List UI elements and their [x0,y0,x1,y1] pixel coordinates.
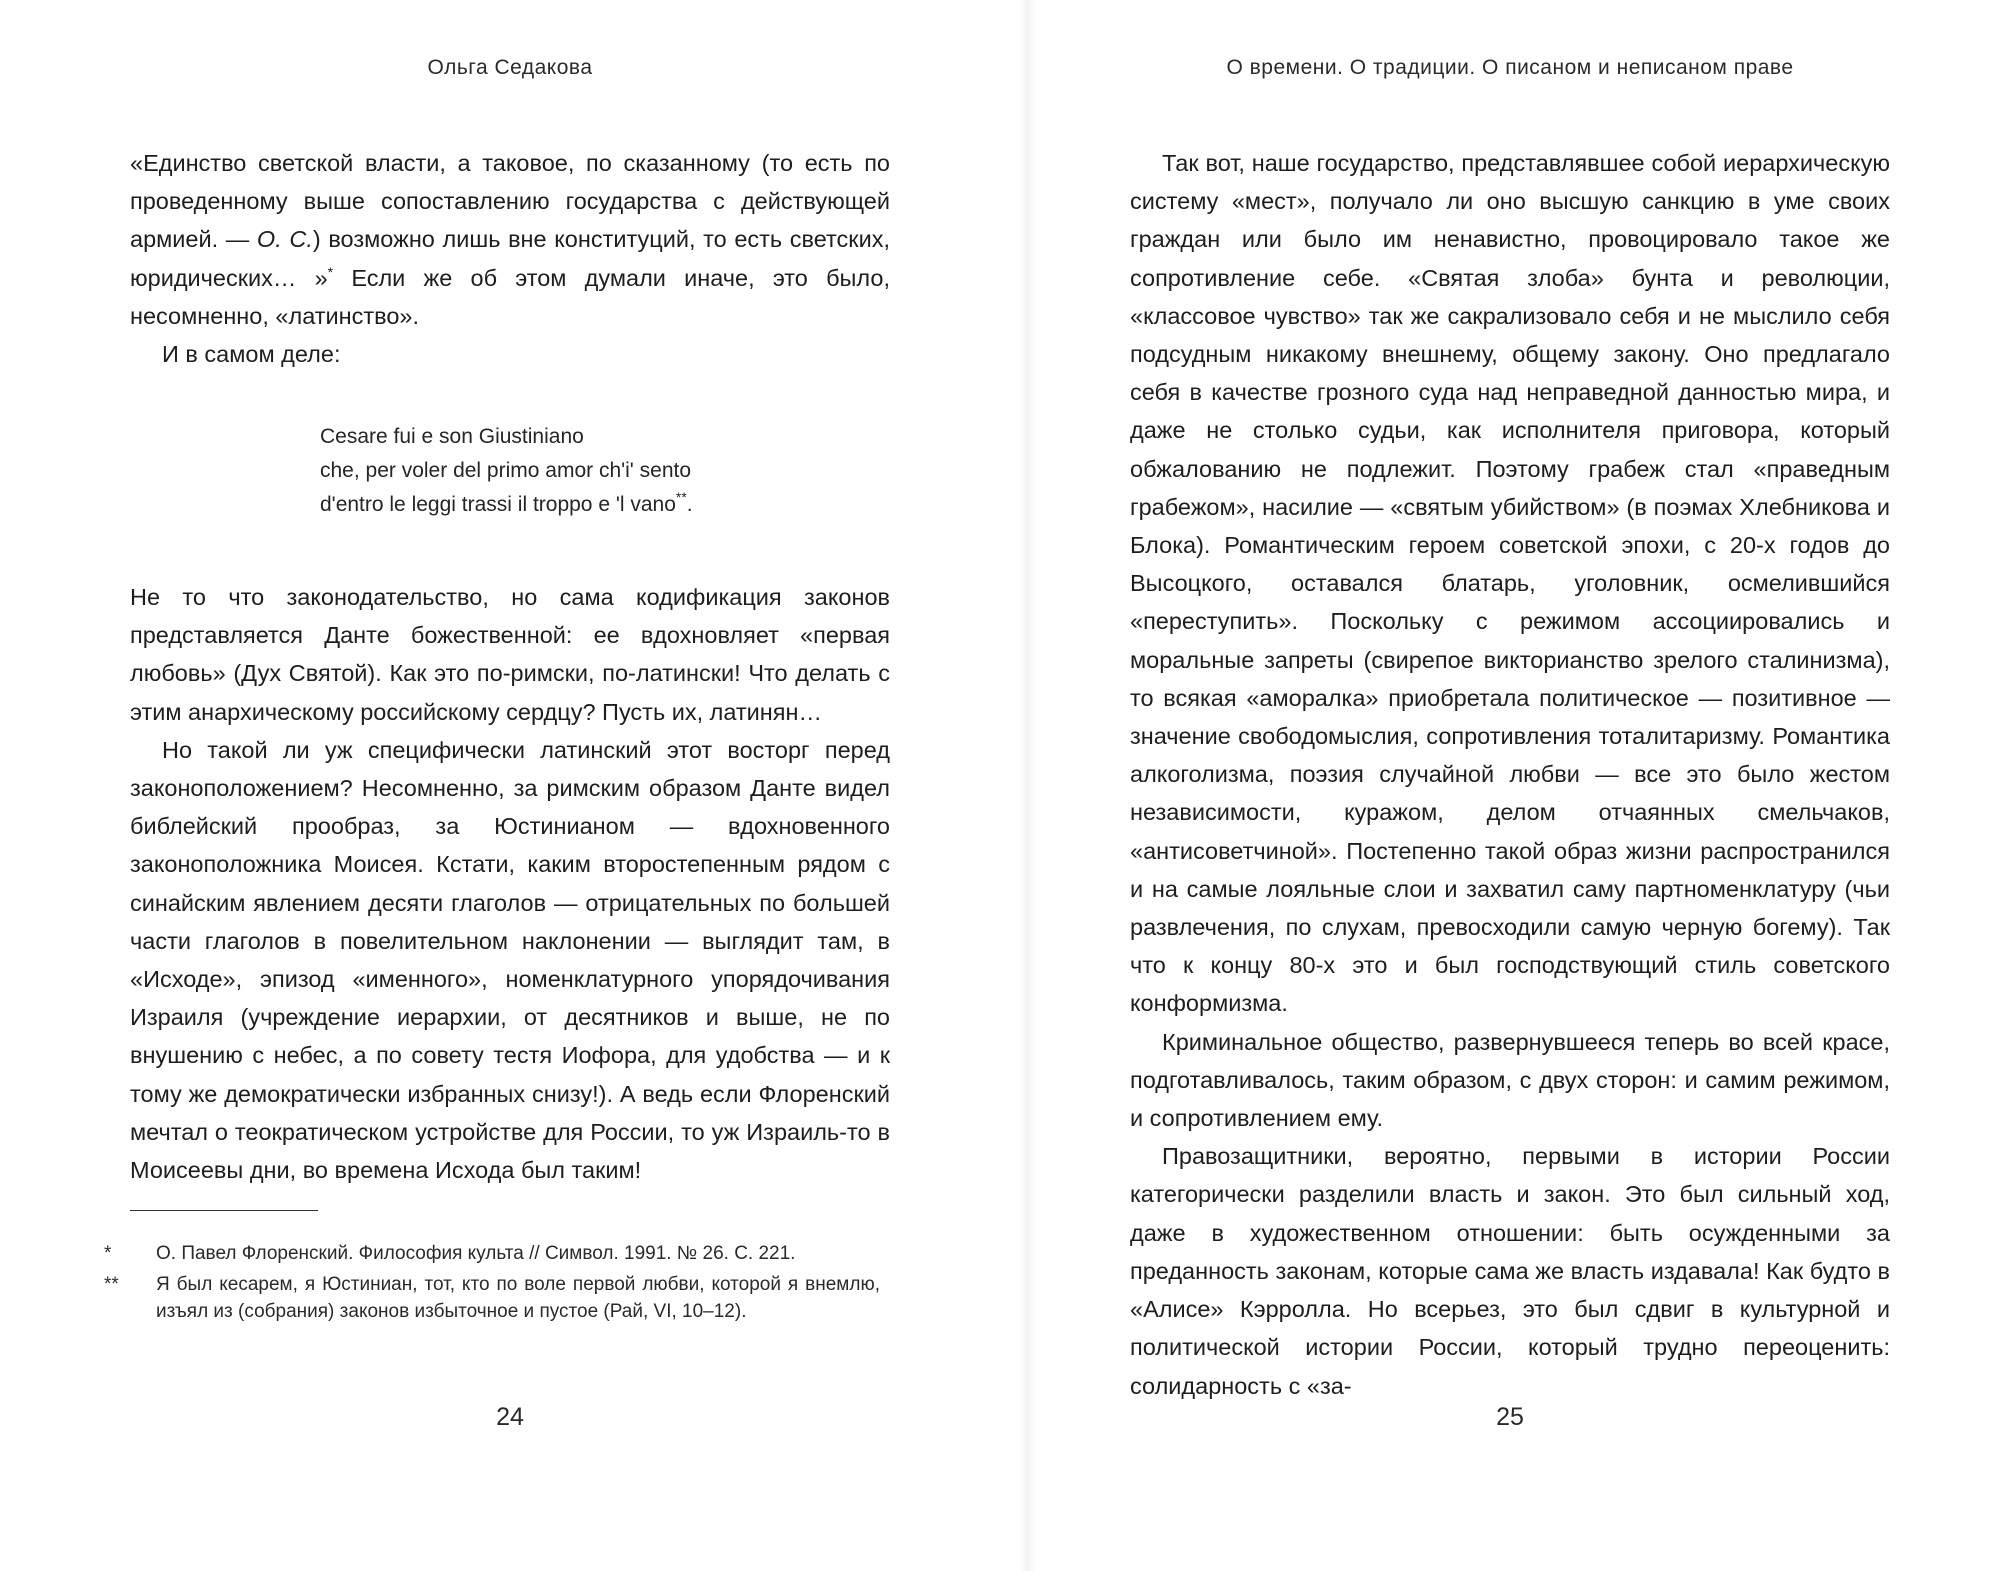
running-head-title: О времени. О традиции. О писаном и неписаном праве [1226,56,1794,79]
left-text-bottom [130,578,890,1189]
footnote-ref: * [327,263,334,280]
footnote-divider [130,1210,318,1211]
verse-quotation [320,420,860,522]
footnote-ref: ** [675,489,687,505]
right-page [1130,0,1890,1571]
footnote: ** Я был кесарем, я Юстиниан, тот, кто по воле первой любви, которой я внемлю, изъял из (собрания) законов избыточное и пустое (Рай, VI, 10–12). [104,1274,880,1322]
page-number: 25 [1496,1403,1524,1431]
paragraph-text: Так вот, наше государство, представлявшее собой иерархическую систему «мест», получало ли оно высшую санкцию в уме своих граждан или было им ненавистно, провоцировало такое же сопротивление себе. «Святая злоба» бунта и революции, «классовое чувство» так же сакрализовало себя и не мыслило себя подсудным никакому внешнему, общему закону. Оно предлагало себя в качестве грозного суда над неправедной данностью мира, и даже не столько судьи, как исполнителя приговора, который обжалованию не подлежит. Поэтому грабеж стал «праведным грабежом», насилие — «святым убийством» (в поэмах Хлебникова и Блока). Романтическим героем советской эпохи, с 20-х годов до Высоцкого, оставался блатарь, уголовник, осмелившийся «переступить». Поскольку с режимом ассоциировались и моральные запреты (свирепое викторианство зрелого сталинизма), то всякая «аморалка» приобретала политическое — позитивное — значение свободомыслия, сопротивления тоталитаризму. Романтика алкоголизма, поэзия случайной любви — все это было жестом независимости, куражом, делом отчаянных смельчаков, «антисоветчиной». Постепенно такой образ жизни распространился и на самые лояльные слои и захватил саму партноменклатуру (чьи развлечения, по слухам, превосходили самую черную богему). Так что к концу 80-х это и был господствующий стиль советского конформизма. [1130,150,1890,1017]
verse-line: Cesare fui e son Giustiniano [320,425,584,448]
paragraph-text: Но такой ли уж специфически латинский этот восторг перед законоположением? Несомненно, за римским образом Данте видел библейский прообраз, за Юстинианом — вдохновенного законоположника Моисея. Кстати, каким второстепенным рядом с синайским явлением десяти глаголов — отрицательных по большей части глаголов в повелительном наклонении — выглядит там, в «Исходе», эпизод «именного», номенклатурного упорядочивания Израиля (учреждение иерархии, от десятников и выше, не по внушению с небес, а по совету тестя Иофора, для удобства — и к тому же демократически избранных снизу!). А ведь если Флоренский мечтал о теократическом устройстве для России, то уж Израиль-то в Моисеевы дни, во времена Исхода был таким! [130,736,890,1184]
paragraph-quote: «Единство светской власти, а таковое, по сказанному (то есть по проведенному выше сопоставлению государства с действующей армией. — О. С.) возможно лишь вне конституций, то есть светских, юридических… »* Если же об этом думали иначе, это было, несомненно, «латинство». [130,150,890,329]
verse-line: d'entro le leggi trassi il troppo e 'l vano**. [320,489,693,516]
paragraph-text: Криминальное общество, развернувшееся теперь во всей красе, подготавливалось, таким образом, с двух сторон: и самим режимом, и сопротивлением ему. [1130,1028,1890,1132]
left-page [104,0,890,1571]
paragraph-text: Не то что законодательство, но сама кодификация законов представляется Данте божественной: ее вдохновляет «первая любовь» (Дух Святой). Как это по-римски, по-латински! Что делать с этим анархическому российскому сердцу? Пусть их, латинян… [130,584,890,725]
paragraph-text: Правозащитники, вероятно, первыми в истории России категорически разделили власть и закон. Это был сильный ход, даже в художественном отношении: быть осужденными за преданность законам, которые сама же власть издавала! Как будто в «Алисе» Кэрролла. Но всерьез, это был сдвиг в культурной и политической истории России, который трудно переоценить: солидарность с «за- [1130,1143,1890,1399]
book-gutter [1020,0,1036,1571]
paragraph-intro-verse: И в самом деле: [162,341,341,368]
left-text-top [130,144,890,373]
footnote: * О. Павел Флоренский. Философия культа // Символ. 1991. № 26. С. 221. [104,1243,796,1264]
footnotes [104,1240,880,1329]
right-text [1130,144,1890,1405]
running-head-author: Ольга Седакова [427,56,593,79]
verse-line: che, per voler del primo amor ch'i' sento [320,459,692,482]
page-number: 24 [496,1403,524,1431]
author-initials: О. С. [256,226,313,253]
